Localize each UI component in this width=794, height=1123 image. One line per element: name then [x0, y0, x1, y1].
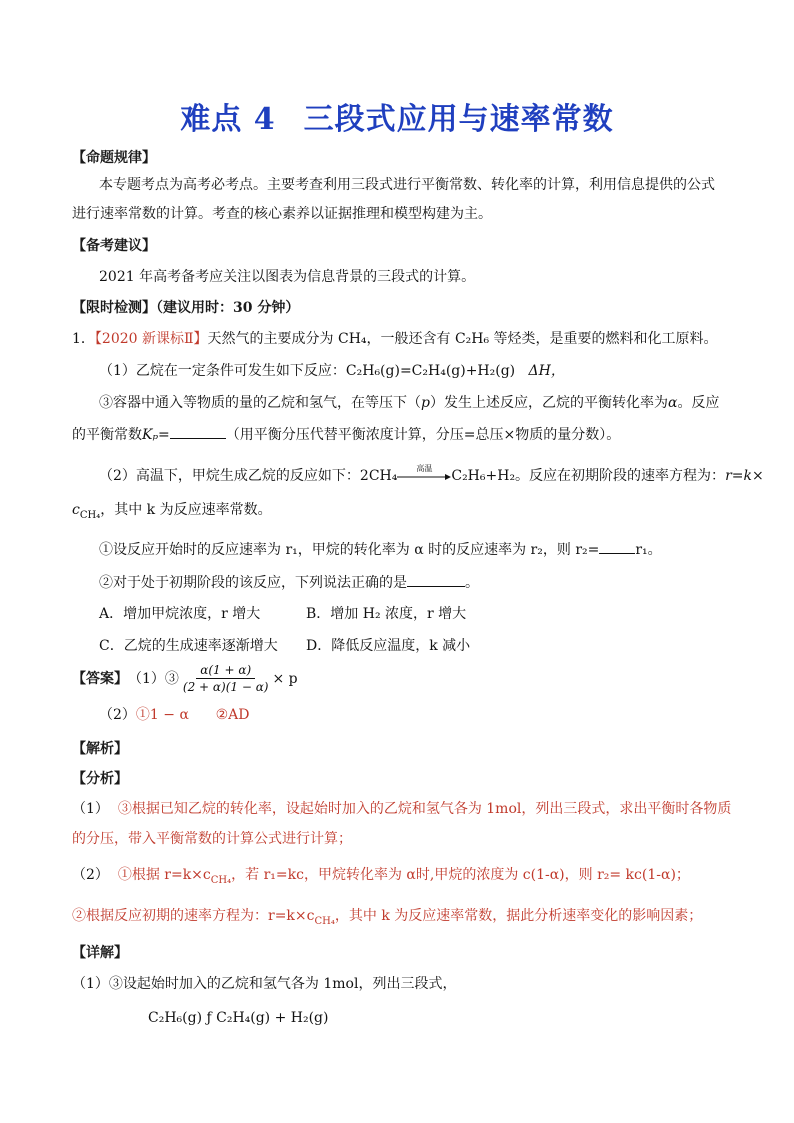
question-1-part-1-sub-3-line-2: 的平衡常数Kₚ= （用平衡分压代替平衡浓度计算，分压=总压×物质的量分数）。: [72, 424, 620, 445]
option-d: D．降低反应温度，k 减小: [306, 638, 471, 654]
answer-line-2: （2）①1 − α ②AD: [99, 707, 250, 723]
question-1-intro: 1．【2020 新课标Ⅱ】天然气的主要成分为 CH₄，一般还含有 C₂H₆ 等烃类，是重要的燃料和化工原料。: [72, 331, 718, 347]
answer-line-1: 【答案】 （1）③ $\frac{\alpha(1 + \alpha)}{(2 + \alpha)(1 - \alpha)}$ × p: [72, 663, 298, 694]
question-1-part-2-sub-2: ②对于处于初期阶段的该反应，下列说法正确的是 。: [99, 572, 479, 593]
law-text-line-2: 进行速率常数的计算。考查的核心素养以证据推理和模型构建为主。: [72, 206, 492, 222]
answer-blank-kp[interactable]: [170, 424, 226, 439]
answer-blank-r2[interactable]: [599, 539, 635, 554]
section-advice-heading: 【备考建议】: [72, 238, 156, 254]
reaction-arrow-icon: 高温: [397, 470, 451, 482]
section-law-heading: 【命题规律】: [72, 150, 156, 166]
law-text-line-1: 本专题考点为高考必考点。主要考查利用三段式进行平衡常数、转化率的计算，利用信息提供的公式: [99, 177, 715, 193]
option-b: B．增加 H₂ 浓度，r 增大: [306, 606, 467, 622]
page-title: [0, 94, 794, 138]
section-test-heading: 【限时检测】（建议用时：30 分钟）: [72, 300, 300, 316]
question-1-part-2: （2）高温下，甲烷生成乙烷的反应如下：2CH₄ 高温 C₂H₆+H₂。反应在初期阶段的速率方程为：r=k×: [99, 464, 764, 484]
detail-line-1: （1）③设起始时加入的乙烷和氢气各为 1mol，列出三段式，: [72, 976, 457, 992]
question-1-part-1-sub-3: ③容器中通入等物质的量的乙烷和氢气，在等压下（p）发生上述反应，乙烷的平衡转化率为α。反应: [99, 395, 720, 411]
question-1-part-2-sub-1: ①设反应开始时的反应速率为 r₁，甲烷的转化率为 α 时的反应速率为 r₂，则 r₂= r₁。: [99, 539, 662, 560]
analysis-part-2: （2） ①根据 $r=k\times c_{CH_4}$，若 r₁=kc，甲烷转化率为 α时,甲烷的浓度为 c(1-α)，则 r₂= kc(1-α)；: [72, 867, 690, 886]
option-a: A．增加甲烷浓度，r 增大: [99, 606, 261, 622]
question-1-part-1: （1）乙烷在一定条件可发生如下反应：C₂H₆(g)=C₂H₄(g)+H₂(g) ΔH，: [99, 363, 565, 379]
option-c: C．乙烷的生成速率逐渐增大: [99, 638, 278, 654]
analysis-part-1-line-2: 的分压，带入平衡常数的计算公式进行计算；: [72, 831, 352, 847]
test-time: （建议用时：30 分钟）: [156, 300, 300, 316]
detail-equation: C₂H₆(g) ƒ C₂H₄(g) + H₂(g): [148, 1010, 329, 1026]
title-part-1: 难点 4: [180, 102, 276, 137]
question-1-part-2-line-2: $c_{CH_4}$，其中 k 为反应速率常数。: [72, 502, 272, 521]
answer-blank-choice[interactable]: [407, 572, 465, 587]
answer-fraction: $\frac{\alpha(1 + \alpha)}{(2 + \alpha)(1 - \alpha)}$: [182, 663, 269, 694]
title-part-2: 三段式应用与速率常数: [303, 102, 614, 137]
reaction-equation: C₂H₆(g)=C₂H₄(g)+H₂(g): [345, 363, 516, 379]
analysis-part-3: ②根据反应初期的速率方程为：$r=k\times c_{CH_4}$，其中 k 为反应速率常数，据此分析速率变化的影响因素；: [72, 908, 703, 927]
advice-text: 2021 年高考备考应关注以图表为信息背景的三段式的计算。: [99, 269, 476, 285]
question-source: 【2020 新课标Ⅱ】: [94, 331, 208, 347]
detail-heading: 【详解】: [72, 945, 128, 961]
analysis-part-1: （1） ③根据已知乙烷的转化率，设起始时加入的乙烷和氢气各为 1mol，列出三段式，求出平衡时各物质: [72, 801, 732, 817]
analysis-heading: 【解析】: [72, 741, 128, 757]
analysis-fenxi-heading: 【分析】: [72, 771, 128, 787]
